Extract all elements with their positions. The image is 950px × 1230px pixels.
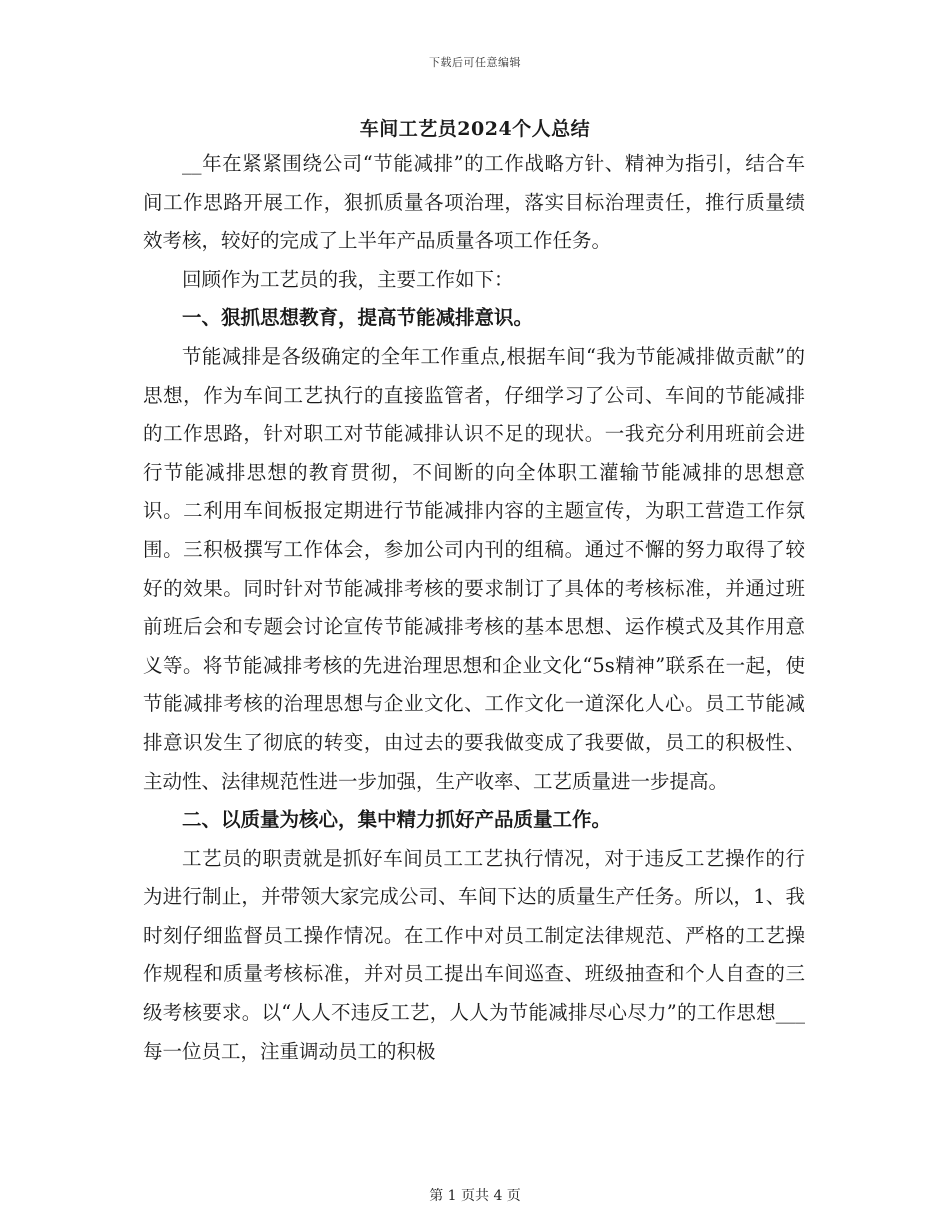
document-title: 车间工艺员2024个人总结	[359, 118, 591, 140]
document-body	[143, 145, 805, 1071]
header-note: 下载后可任意编辑	[429, 56, 521, 69]
paragraph-intro: __年在紧紧围绕公司“节能减排”的工作战略方针、精神为指引，结合车间工作思路开展工作，狠抓质量各项治理，落实目标治理责任，推行质量绩效考核，较好的完成了上半年产品质量各项工作任务。	[143, 152, 805, 253]
paragraph-review: 回顾作为工艺员的我，主要工作如下：	[182, 267, 514, 291]
paragraph-section-2: 工艺员的职责就是抓好车间员工工艺执行情况，对于违反工艺操作的行为进行制止，并带领大家完成公司、车间下达的质量生产任务。所以，1、我时刻仔细监督员工操作情况。在工作中对员工制定法律规范、严格的工艺操作规程和质量考核标准，并对员工提出车间巡查、班级抽查和个人自查的三级考核要求。以“人人不违反工艺，人人为节能减排尽心尽力”的工作思想___每一位员工，注重调动员工的积极	[143, 846, 805, 1063]
section-heading-1: 一、狠抓思想教育，提高节能减排意识。	[182, 306, 534, 330]
page-number: 第 1 页共 4 页	[429, 1188, 521, 1204]
section-heading-2: 二、以质量为核心，集中精力抓好产品质量工作。	[182, 808, 612, 832]
paragraph-section-1: 节能减排是各级确定的全年工作重点,根据车间“我为节能减排做贡献”的思想，作为车间工艺执行的直接监管者，仔细学习了公司、车间的节能减排的工作思路，针对职工对节能减排认识不足的现状。一我充分利用班前会进行节能减排思想的教育贯彻，不间断的向全体职工灌输节能减排的思想意识。二利用车间板报定期进行节能减排内容的主题宣传，为职工营造工作氛围。三积极撰写工作体会，参加公司内刊的组稿。通过不懈的努力取得了较好的效果。同时针对节能减排考核的要求制订了具体的考核标准，并通过班前班后会和专题会讨论宣传节能减排考核的基本思想、运作模式及其作用意义等。将节能减排考核的先进治理思想和企业文化“5s精神”联系在一起，使节能减排考核的治理思想与企业文化、工作文化一道深化人心。员工节能减排意识发生了彻底的转变，由过去的要我做变成了我要做，员工的积极性、主动性、法律规范性进一步加强，生产收率、工艺质量进一步提高。	[143, 344, 805, 793]
